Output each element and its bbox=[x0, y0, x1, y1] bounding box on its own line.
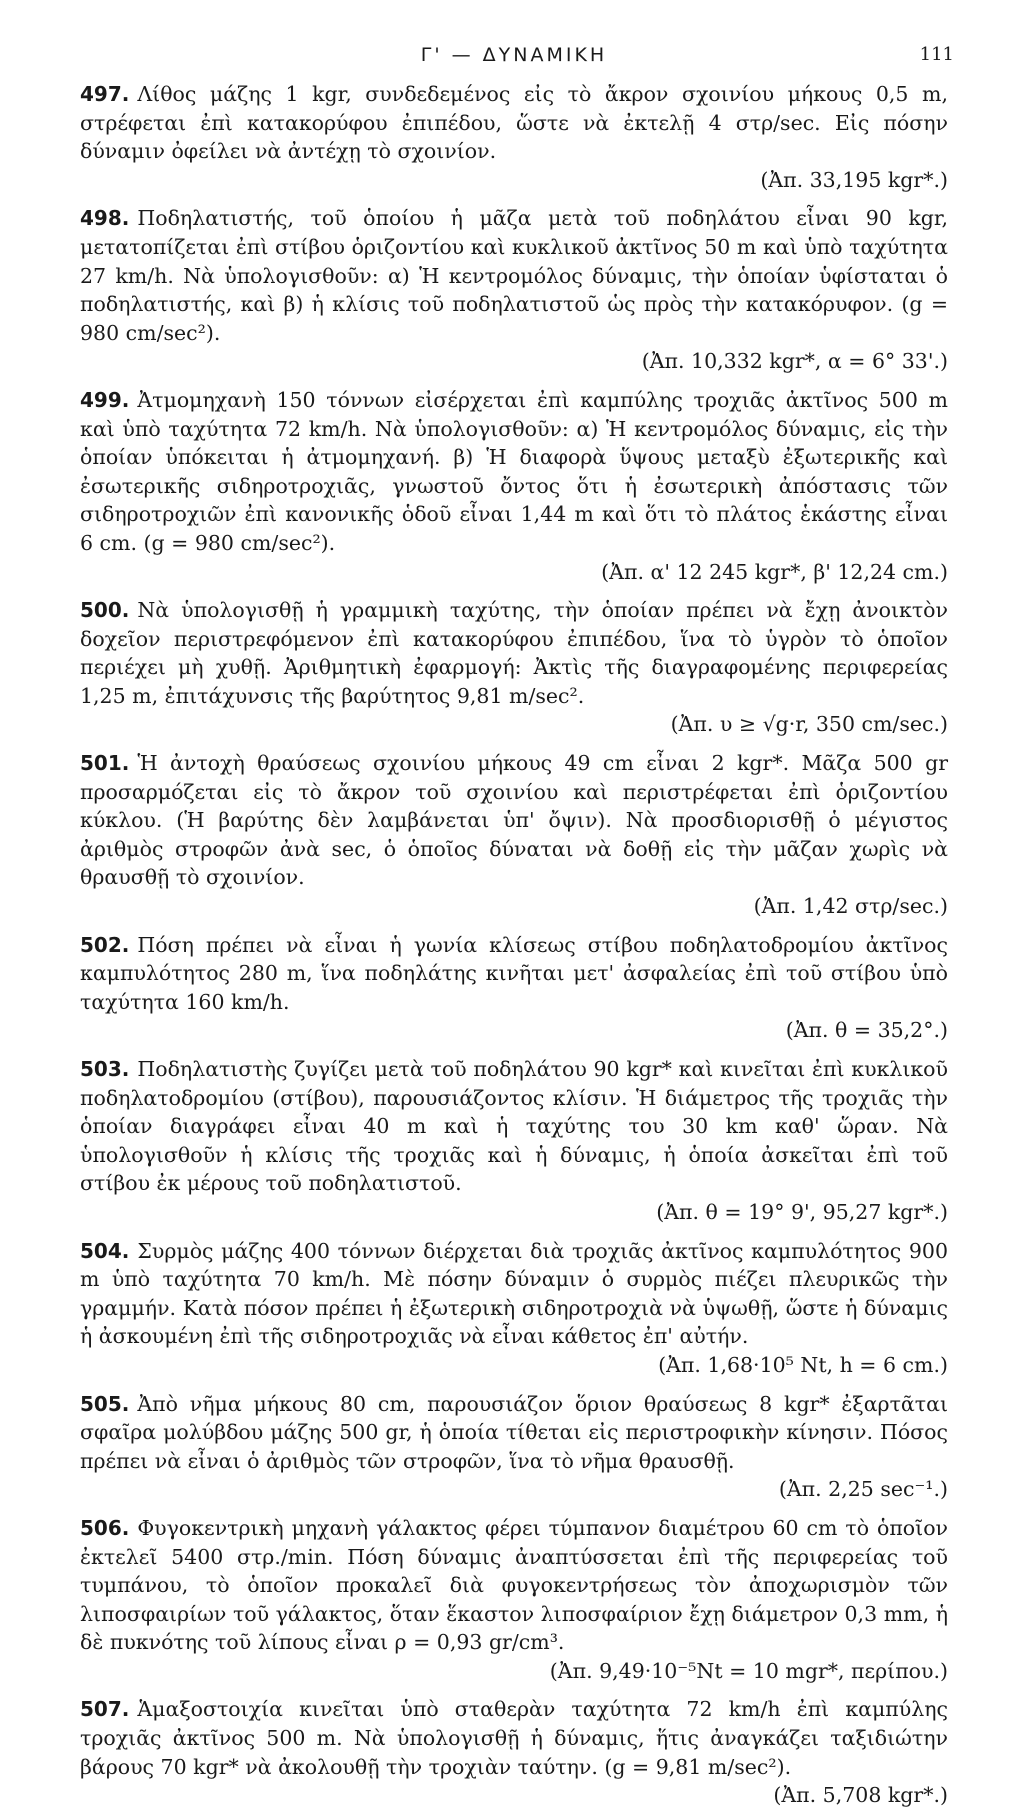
problem-item bbox=[80, 80, 948, 194]
problem-item bbox=[80, 749, 948, 921]
problem-answer: (Ἀπ. θ = 19° 9', 95,27 kgr*.) bbox=[656, 1199, 948, 1224]
problem-number: 504. bbox=[80, 1238, 130, 1263]
problem-number: 497. bbox=[80, 82, 130, 106]
problem-answer: (Ἀπ. α' 12 245 kgr*, β' 12,24 cm.) bbox=[601, 559, 948, 584]
problem-text: Φυγοκεντρικὴ μηχανὴ γάλακτος φέρει τύμπανον διαμέτρου 60 cm τὸ ὁποῖον ἐκτελεῖ 5400 στρ./min. Πόση δύναμις ἀναπτύσσεται ἐπὶ τῆς περιφερείας τοῦ τυμπάνου, τὸ ὁποῖον προκαλεῖ διὰ φυγοκεντρήσεως τὸν ἀποχωρισμὸν τῶν λιποσφαιρίων τοῦ γάλακτος, ὅταν ἕκαστον λιποσφαίριον ἔχῃ διάμετρον 0,3 mm, ἡ δὲ πυκνότης τοῦ λίπους εἶναι ρ = 0,93 gr/cm³. bbox=[80, 1515, 948, 1655]
problem-number: 503. bbox=[80, 1057, 130, 1081]
problem-item bbox=[80, 204, 948, 376]
problem-item bbox=[80, 1390, 948, 1504]
problem-answer: (Ἀπ. υ ≥ √g·r, 350 cm/sec.) bbox=[670, 712, 948, 737]
problem-answer: (Ἀπ. θ = 35,2°.) bbox=[785, 1018, 948, 1043]
problem-item bbox=[80, 1514, 948, 1686]
running-header bbox=[80, 44, 954, 80]
problem-item bbox=[80, 386, 948, 586]
problem-number: 506. bbox=[80, 1515, 130, 1540]
problem-answer: (Ἀπ. 1,42 στρ/sec.) bbox=[753, 894, 948, 919]
problem-item bbox=[80, 1055, 948, 1227]
problem-number: 499. bbox=[80, 387, 130, 412]
problem-answer: (Ἀπ. 2,25 sec⁻¹.) bbox=[778, 1477, 948, 1502]
problem-number: 505. bbox=[80, 1391, 130, 1416]
problem-answer: (Ἀπ. 5,708 kgr*.) bbox=[773, 1783, 948, 1808]
problem-number: 507. bbox=[80, 1697, 130, 1722]
problem-text: Ἡ ἀντοχὴ θραύσεως σχοινίου μήκους 49 cm εἶναι 2 kgr*. Μᾶζα 500 gr προσαρμόζεται εἰς τὸ ἄκρον τοῦ σχοινίου καὶ περιστρέφεται ἐπὶ ὁριζοντίου κύκλου. (Ἡ βαρύτης δὲν λαμβάνεται ὑπ' ὄψιν). Νὰ προσδιορισθῇ ὁ μέγιστος ἀριθμὸς στροφῶν ἀνὰ sec, ὁ ὁποῖος δύναται νὰ δοθῇ εἰς τὴν μᾶζαν χωρὶς νὰ θραυσθῇ τὸ σχοινίον. bbox=[80, 751, 948, 890]
problem-list bbox=[80, 80, 948, 1810]
problem-answer: (Ἀπ. 1,68·10⁵ Nt, h = 6 cm.) bbox=[658, 1352, 948, 1377]
problem-answer: (Ἀπ. 33,195 kgr*.) bbox=[760, 167, 948, 192]
problem-text: Νὰ ὑπολογισθῇ ἡ γραμμικὴ ταχύτης, τὴν ὁποίαν πρέπει νὰ ἔχῃ ἀνοικτὸν δοχεῖον περιστρεφόμενον ἐπὶ κατακορύφου ἐπιπέδου, ἵνα τὸ ὑγρὸν τὸ ὁποῖον περιέχει μὴ χυθῇ. Ἀριθμητικὴ ἐφαρμογή: Ἀκτὶς τῆς διαγραφομένης περιφερείας 1,25 m, ἐπιτάχυνσις τῆς βαρύτητος 9,81 m/sec². bbox=[80, 598, 948, 708]
problem-item bbox=[80, 931, 948, 1045]
problem-text: Συρμὸς μάζης 400 τόννων διέρχεται διὰ τροχιᾶς ἀκτῖνος καμπυλότητος 900 m ὑπὸ ταχύτητα 70 km/h. Μὲ πόσην δύναμιν ὁ συρμὸς πιέζει πλευρικῶς τὴν γραμμήν. Κατὰ πόσον πρέπει ἡ ἐξωτερικὴ σιδηροτροχιὰ νὰ ὑψωθῇ, ὥστε ἡ δύναμις ἡ ἀσκουμένη ἐπὶ τῆς σιδηροτροχιᾶς νὰ εἶναι κάθετος ἐπ' αὐτήν. bbox=[80, 1238, 948, 1349]
problem-number: 501. bbox=[80, 751, 130, 776]
problem-answer: (Ἀπ. 9,49·10⁻⁵Nt = 10 mgr*, περίπου.) bbox=[549, 1658, 948, 1683]
problem-number: 502. bbox=[80, 932, 130, 957]
problem-text: Ἀτμομηχανὴ 150 τόννων εἰσέρχεται ἐπὶ καμπύλης τροχιᾶς ἀκτῖνος 500 m καὶ ὑπὸ ταχύτητα 72 km/h. Νὰ ὑπολογισθοῦν: α) Ἡ κεντρομόλος δύναμις, εἰς τὴν ὁποίαν ὑπόκειται ἡ ἀτμομηχανή. β) Ἡ διαφορὰ ὕψους μεταξὺ ἐξωτερικῆς καὶ ἐσωτερικῆς σιδηροτροχιᾶς, γνωστοῦ ὄντος ὅτι ἡ ἐσωτερικὴ ἀπόστασις τῶν σιδηροτροχιῶν ἐπὶ κανονικῆς ὁδοῦ εἶναι 1,44 m καὶ ὅτι τὸ πλάτος ἑκάστης εἶναι 6 cm. (g = 980 cm/sec²). bbox=[80, 387, 948, 555]
chapter-title: Γ' — ΔΥΝΑΜΙΚΗ bbox=[420, 44, 608, 66]
problem-text: Λίθος μάζης 1 kgr, συνδεδεμένος εἰς τὸ ἄκρον σχοινίου μήκους 0,5 m, στρέφεται ἐπὶ κατακορύφου ἐπιπέδου, ὥστε νὰ ἐκτελῇ 4 στρ/sec. Εἰς πόσην δύναμιν ὀφείλει νὰ ἀντέχῃ τὸ σχοινίον. bbox=[80, 82, 948, 164]
problem-text: Ἁμαξοστοιχία κινεῖται ὑπὸ σταθερὰν ταχύτητα 72 km/h ἐπὶ καμπύλης τροχιᾶς ἀκτῖνος 500 m. Νὰ ὑπολογισθῇ ἡ δύναμις, ἥτις ἀναγκάζει ταξιδιώτην βάρους 70 kgr* νὰ ἀκολουθῇ τὴν τροχιὰν ταύτην. (g = 9,81 m/sec²). bbox=[80, 1697, 948, 1779]
problem-number: 498. bbox=[80, 206, 130, 231]
problem-item bbox=[80, 1695, 948, 1809]
problem-text: Ἀπὸ νῆμα μήκους 80 cm, παρουσιάζον ὅριον θραύσεως 8 kgr* ἐξαρτᾶται σφαῖρα μολύβδου μάζης 500 gr, ἡ ὁποία τίθεται εἰς περιστροφικὴν κίνησιν. Πόσος πρέπει νὰ εἶναι ὁ ἀριθμὸς τῶν στροφῶν, ἵνα τὸ νῆμα θραυσθῇ. bbox=[80, 1391, 948, 1473]
problem-item bbox=[80, 1237, 948, 1380]
problem-text: Ποδηλατιστής, τοῦ ὁποίου ἡ μᾶζα μετὰ τοῦ ποδηλάτου εἶναι 90 kgr, μετατοπίζεται ἐπὶ στίβου ὁριζοντίου καὶ κυκλικοῦ ἀκτῖνος 50 m καὶ ὑπὸ ταχύτητα 27 km/h. Νὰ ὑπολογισθοῦν: α) Ἡ κεντρομόλος δύναμις, τὴν ὁποίαν ὑφίσταται ὁ ποδηλατιστής, καὶ β) ἡ κλίσις τοῦ ποδηλατιστοῦ ὡς πρὸς τὴν κατακόρυφον. (g = 980 cm/sec²). bbox=[80, 206, 948, 345]
problem-text: Πόση πρέπει νὰ εἶναι ἡ γωνία κλίσεως στίβου ποδηλατοδρομίου ἀκτῖνος καμπυλότητος 280 m, ἵνα ποδηλάτης κινῆται μετ' ἀσφαλείας ἐπὶ τοῦ στίβου ὑπὸ ταχύτητα 160 km/h. bbox=[80, 932, 948, 1014]
problem-item bbox=[80, 596, 948, 739]
page-number: 111 bbox=[919, 44, 954, 65]
problem-answer: (Ἀπ. 10,332 kgr*, α = 6° 33'.) bbox=[641, 349, 948, 374]
problem-text: Ποδηλατιστὴς ζυγίζει μετὰ τοῦ ποδηλάτου 90 kgr* καὶ κινεῖται ἐπὶ κυκλικοῦ ποδηλατοδρομίου (στίβου), παρουσιάζοντος κλίσιν. Ἡ διάμετρος τῆς τροχιᾶς τὴν ὁποίαν διαγράφει εἶναι 40 m καὶ ἡ ταχύτης του 30 km καθ' ὥραν. Νὰ ὑπολογισθοῦν ἡ κλίσις τῆς τροχιᾶς καὶ ἡ δύναμις, ἡ ὁποία ἀσκεῖται ἐπὶ τοῦ στίβου ἐκ μέρους τοῦ ποδηλατιστοῦ. bbox=[80, 1057, 948, 1196]
problem-number: 500. bbox=[80, 598, 130, 623]
